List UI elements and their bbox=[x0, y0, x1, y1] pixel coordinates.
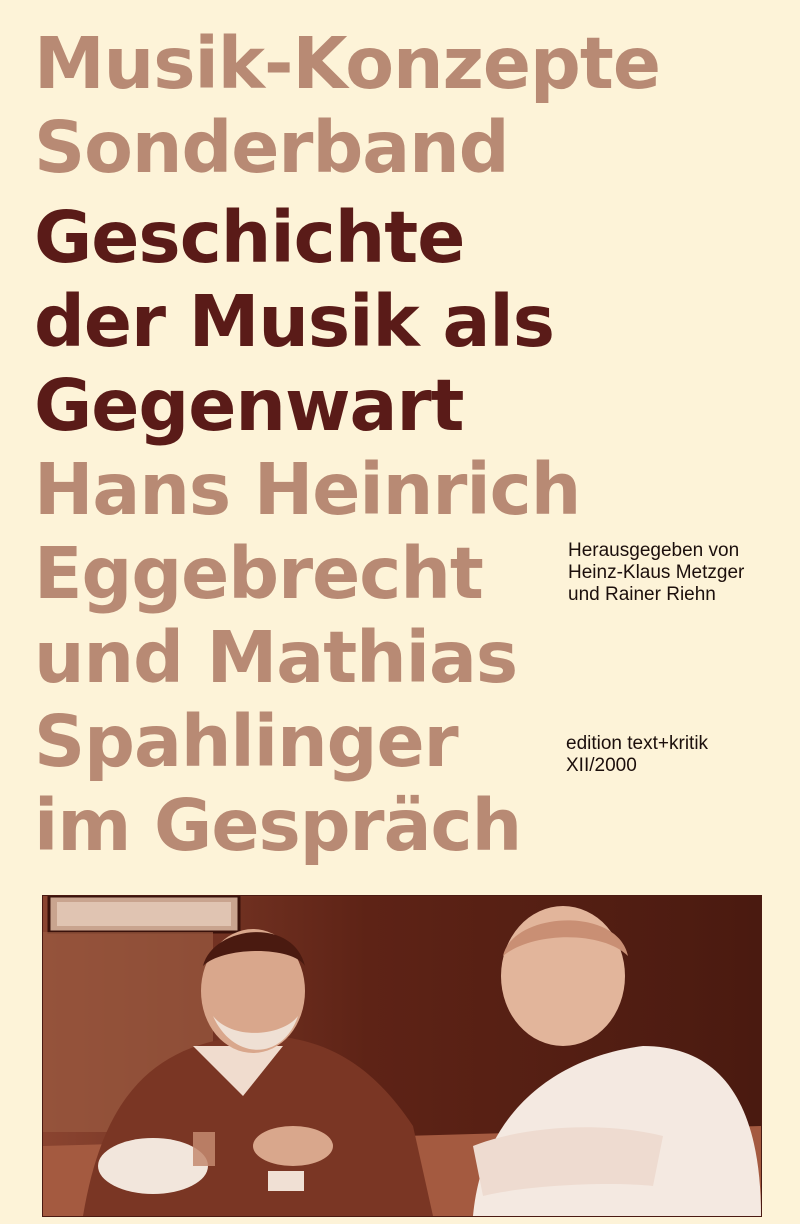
subtitle-line-2: Eggebrecht bbox=[34, 532, 483, 615]
editors-line-3: und Rainer Riehn bbox=[568, 584, 716, 605]
cover-photo bbox=[42, 895, 762, 1217]
subtitle-line-5: im Gespräch bbox=[34, 784, 522, 867]
subtitle-line-1: Hans Heinrich bbox=[34, 448, 581, 531]
editors-line-2: Heinz-Klaus Metzger bbox=[568, 562, 745, 583]
title-line-2: der Musik als bbox=[34, 280, 554, 363]
editors-line-1: Herausgegeben von bbox=[568, 540, 740, 561]
title-line-1: Geschichte bbox=[34, 196, 465, 279]
publisher-line-1: edition text+kritik bbox=[566, 733, 709, 754]
series-subtitle: Sonderband bbox=[34, 106, 509, 189]
title-line-3: Gegenwart bbox=[34, 364, 464, 447]
series-title: Musik-Konzepte bbox=[34, 22, 660, 105]
publisher-line-2: XII/2000 bbox=[566, 755, 637, 776]
subtitle-line-3: und Mathias bbox=[34, 616, 518, 699]
subtitle-line-4: Spahlinger bbox=[34, 700, 458, 783]
